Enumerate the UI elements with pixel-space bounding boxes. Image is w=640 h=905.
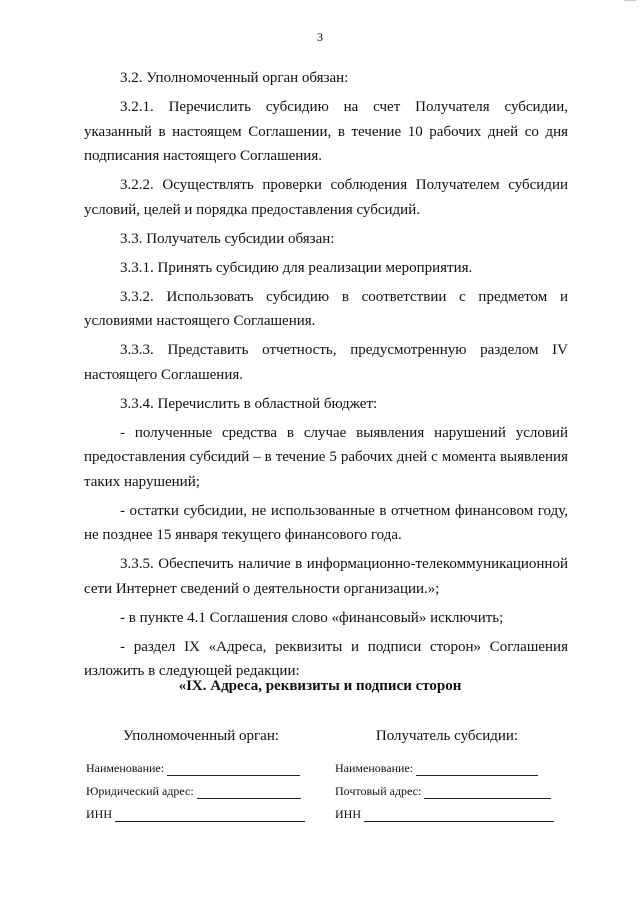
left-name-row xyxy=(86,753,316,776)
paragraph-3-2: 3.2. Уполномоченный орган обязан: xyxy=(120,70,349,86)
bullet-unused-balance: - остатки субсидии, не использованные в отчетном финансовом году, не позднее 15 января текущего финансового года. xyxy=(84,502,568,543)
left-name-label: Наименование: xyxy=(86,761,165,775)
right-address-row xyxy=(335,776,565,799)
left-address-line xyxy=(197,785,301,799)
left-party-block xyxy=(86,728,316,822)
right-inn-row xyxy=(335,799,565,822)
right-party-block xyxy=(335,728,565,822)
paragraph-3-3-4: 3.3.4. Перечислить в областной бюджет: xyxy=(120,395,378,412)
left-inn-row xyxy=(86,799,316,822)
right-party-title: Получатель субсидии: xyxy=(375,728,519,744)
agreement-body xyxy=(84,66,568,684)
paragraph-3-3-2: 3.3.2. Использовать субсидию в соответствии с предметом и условиями настоящего Соглашения. xyxy=(84,288,568,329)
paragraph-3-3-1: 3.3.1. Принять субсидию для реализации мероприятия. xyxy=(120,259,473,276)
scan-corner-mark xyxy=(624,0,636,3)
left-address-label: Юридический адрес: xyxy=(86,784,194,798)
paragraph-3-3: 3.3. Получатель субсидии обязан: xyxy=(120,230,335,247)
left-inn-line xyxy=(115,808,305,822)
right-address-line xyxy=(424,785,551,799)
amendment-section-ix: - раздел IX «Адреса, реквизиты и подписи сторон» Соглашения изложить в следующей редакции: xyxy=(84,638,568,679)
right-address-label: Почтовый адрес: xyxy=(335,784,422,798)
paragraph-3-2-1: 3.2.1. Перечислить субсидию на счет Получателя субсидии, указанный в настоящем Соглашении, в течение 10 рабочих дней со дня подписания настоящего Соглашения. xyxy=(84,99,568,164)
left-address-row xyxy=(86,776,316,799)
amendment-4-1: - в пункте 4.1 Соглашения слово «финансовый» исключить; xyxy=(120,609,504,626)
right-name-line xyxy=(416,762,538,776)
section-ix-heading: «IX. Адреса, реквизиты и подписи сторон xyxy=(178,678,462,694)
right-name-row xyxy=(335,753,565,776)
page-number: 3 xyxy=(317,30,323,44)
left-name-line xyxy=(167,762,300,776)
left-inn-label: ИНН xyxy=(86,807,112,821)
paragraph-3-3-3: 3.3.3. Представить отчетность, предусмотренную разделом IV настоящего Соглашения. xyxy=(84,342,568,383)
bullet-violations: - полученные средства в случае выявления нарушений условий предоставления субсидий – в течение 5 рабочих дней с момента выявления таких нарушений; xyxy=(84,424,568,490)
left-party-title: Уполномоченный орган: xyxy=(122,728,280,744)
right-name-label: Наименование: xyxy=(335,761,414,775)
right-inn-line xyxy=(364,808,554,822)
paragraph-3-2-2: 3.2.2. Осуществлять проверки соблюдения Получателем субсидии условий, целей и порядка предоставления субсидий. xyxy=(84,177,568,218)
paragraph-3-3-5: 3.3.5. Обеспечить наличие в информационно-телекоммуникационной сети Интернет сведений о деятельности организации.»; xyxy=(84,556,568,597)
right-inn-label: ИНН xyxy=(335,807,361,821)
